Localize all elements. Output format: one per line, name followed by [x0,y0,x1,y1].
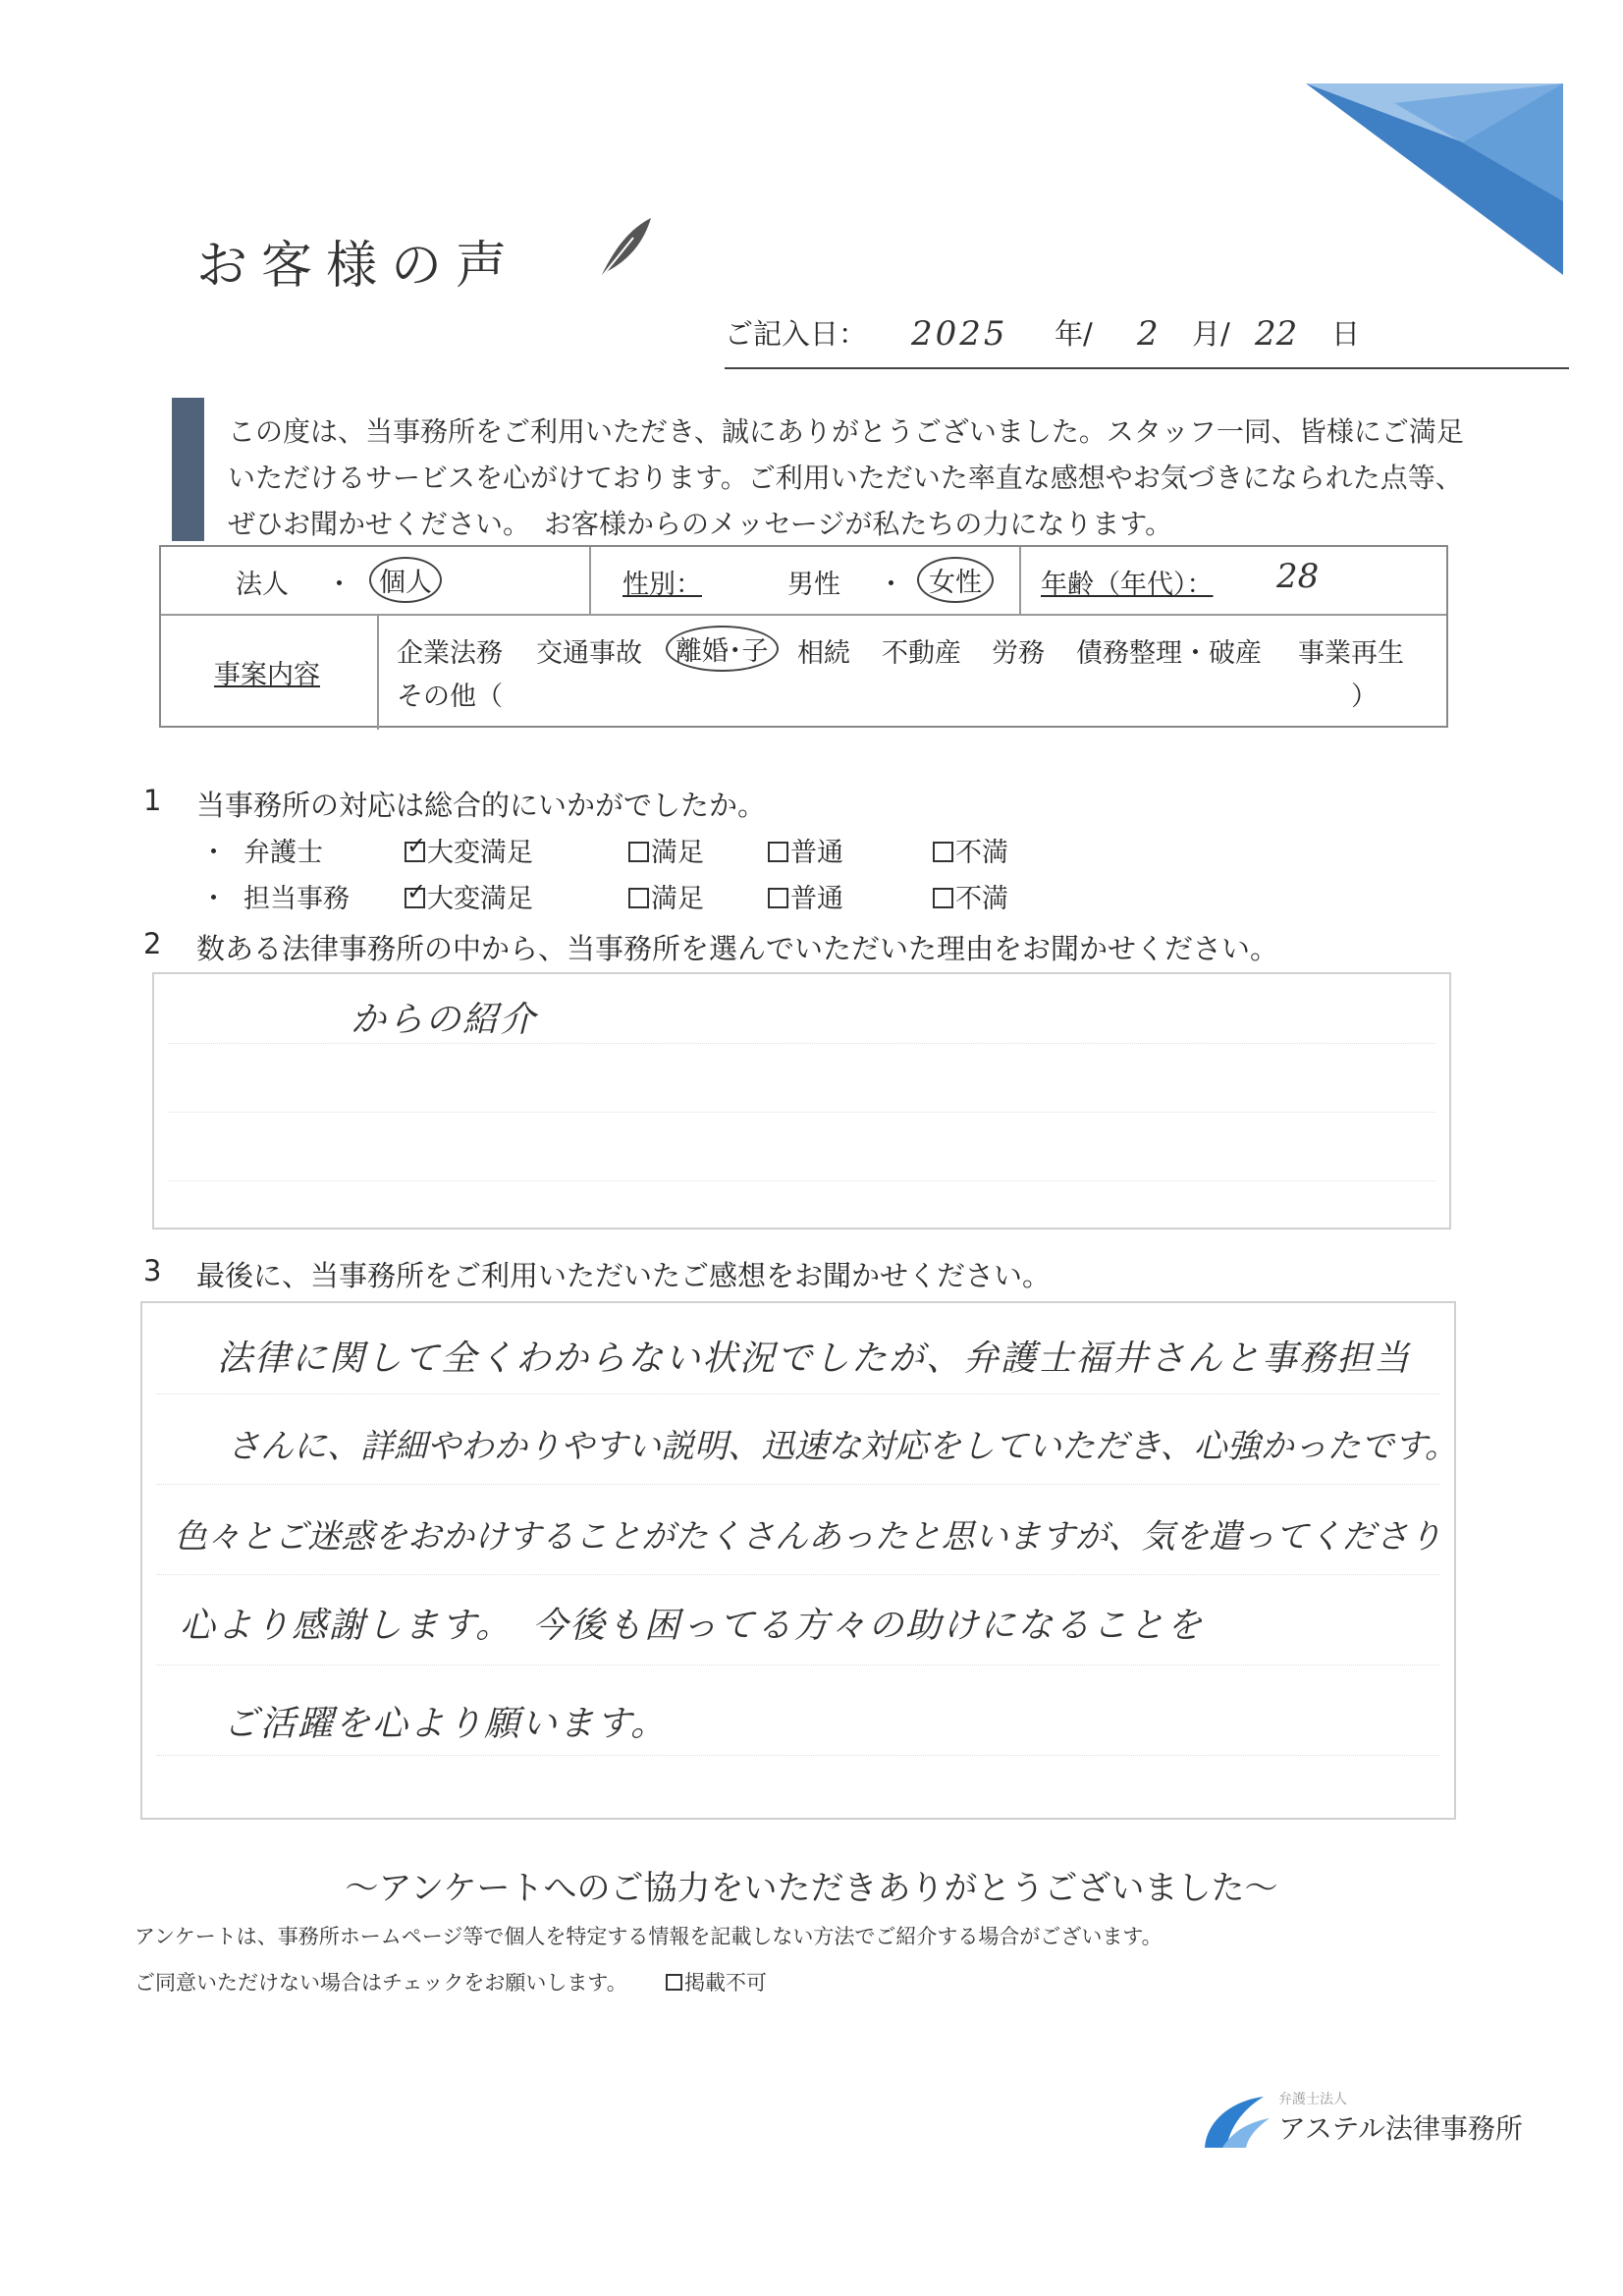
q1-lawyer-option-4: 不満 [933,831,1008,869]
info-table [159,545,1448,728]
date-day: 22 [1255,314,1298,354]
q2-answer: からの紹介 [351,1000,538,1040]
logo-name: アステル法律事務所 [1278,2112,1523,2145]
date-year: 2025 [911,314,1008,354]
consent-instruction: ご同意いただけない場合はチェックをお願いします。 [135,1971,627,1995]
q3-answer-box[interactable] [140,1301,1456,1820]
checkbox[interactable] [628,842,649,862]
date-label: ご記入日： [725,317,868,351]
case-type: 交通事故 [536,638,642,669]
age-label: 年齢（年代）： [1041,570,1214,600]
q1-number: 1 [143,784,162,817]
case-type: 債務整理・破産 [1076,638,1262,669]
q1-text: 当事務所の対応は総合的にいかがでしたか。 [196,789,767,822]
gender-label: 性別： [622,570,702,600]
year-unit: 年/ [1055,317,1093,351]
date-month: 2 [1137,314,1159,354]
q2-answer-box[interactable] [152,972,1451,1230]
case-type-circled: 離婚･子 [666,626,779,672]
individual-option-circled: 個人 [369,557,442,603]
q3-text: 最後に、当事務所をご利用いただいたご感想をお聞かせください。 [196,1259,1052,1292]
intro-accent-bar [172,398,204,541]
no-publish-checkbox[interactable] [666,1974,682,1991]
separator-dot: ・ [878,570,904,600]
q3-answer-line: さんに、詳細やわかりやすい説明、迅速な対応をしていただき、心強かったです。 [227,1427,1458,1466]
case-type: 労務 [992,638,1045,669]
q1-row-label-lawyer: 弁護士 [243,838,323,868]
q1-staff-option-4: 不満 [933,877,1008,915]
corp-label: 法人 [236,570,289,600]
age-value: 28 [1276,557,1320,596]
month-unit: 月/ [1192,317,1230,351]
q3-answer-line: 心より感謝します。 今後も困ってる方々の助けになることを [180,1606,1205,1646]
q1-lawyer-option-3: 普通 [768,831,843,869]
date-row [725,312,1569,369]
q1-lawyer-option-1: ✓ 大変満足 [405,831,533,869]
q3-answer-line: 色々とご迷惑をおかけすることがたくさんあったと思いますが、気を遣ってくださり [174,1517,1442,1557]
case-type: 企業法務 [397,638,503,669]
consent-note: アンケートは、事務所ホームページ等で個人を特定する情報を記載しない方法でご紹介する場合がございます。 [135,1925,1163,1948]
other-close: ） [1351,682,1378,712]
intro-line: ぜひお聞かせください。 お客様からのメッセージが私たちの力になります。 [228,508,1173,540]
bullet: ・ [200,838,227,868]
checkbox[interactable] [628,888,649,908]
logo-sub: 弁護士法人 [1278,2092,1347,2107]
q1-staff-option-3: 普通 [768,877,843,915]
page-title: お客様の声 [196,237,521,296]
no-publish-option: 掲載不可 [666,1967,767,1996]
male-option: 男性 [787,570,840,600]
q1-staff-option-2: 満足 [628,877,704,915]
other-label: その他（ [397,682,503,712]
q1-lawyer-option-2: 満足 [628,831,704,869]
day-unit: 日 [1331,317,1361,351]
q3-answer-line: 法律に関して全くわからない状況でしたが、弁護士福井さんと事務担当 [217,1339,1412,1379]
checkbox-checked[interactable] [405,842,425,862]
q3-number: 3 [143,1254,162,1287]
checkbox[interactable] [768,888,788,908]
q1-staff-option-1: ✓ 大変満足 [405,877,533,915]
case-type: 事業再生 [1298,638,1404,669]
intro-line: この度は、当事務所をご利用いただき、誠にありがとうございました。スタッフ一同、皆様にご満足 [228,415,1464,448]
q2-text: 数ある法律事務所の中から、当事務所を選んでいただいた理由をお聞かせください。 [196,932,1279,965]
checkbox[interactable] [768,842,788,862]
feather-icon [594,214,655,283]
checkbox[interactable] [933,842,953,862]
q3-answer-line: ご活躍を心より願います。 [223,1704,669,1744]
corner-decoration [1306,83,1563,275]
bullet: ・ [200,884,227,914]
checkbox[interactable] [933,888,953,908]
case-label: 事案内容 [214,660,320,690]
separator-dot: ・ [326,570,352,600]
case-type: 不動産 [882,638,961,669]
intro-line: いただけるサービスを心がけております。ご利用いただいた率直な感想やお気づきになられた点等、 [228,462,1463,494]
checkbox-checked[interactable] [405,888,425,908]
q1-row-label-staff: 担当事務 [243,884,350,914]
case-type: 相続 [797,638,850,669]
female-option-circled: 女性 [917,557,994,603]
q2-number: 2 [143,927,162,960]
thanks-message: ～アンケートへのご協力をいただきありがとうございました～ [345,1869,1278,1908]
